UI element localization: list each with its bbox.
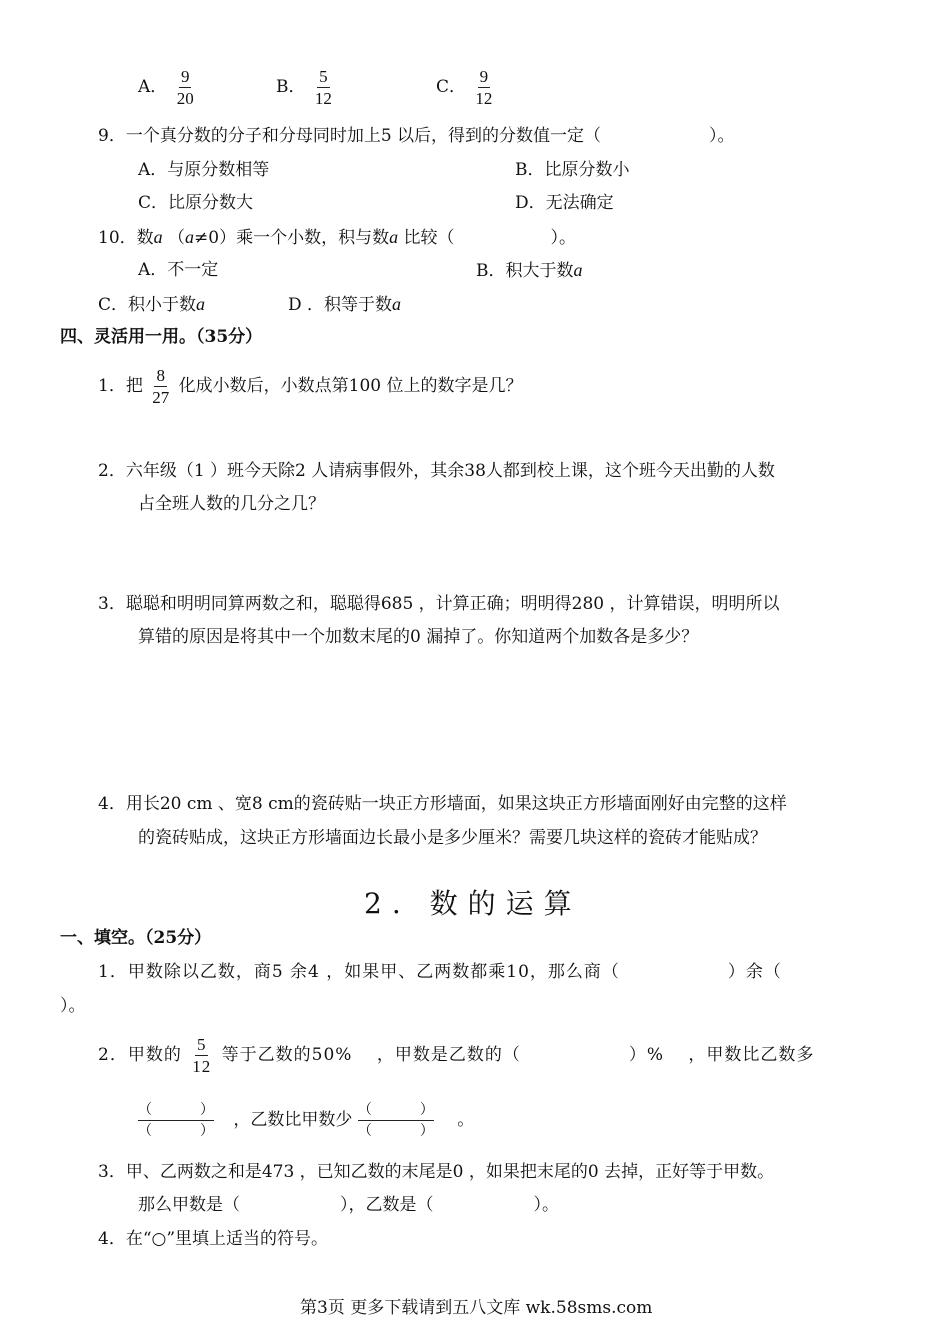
q9-stem [98,124,735,148]
section4-problem-1-prefix: 1．把 [98,376,143,396]
q10-var-a-3: a [389,227,399,247]
q8-option-b-label: B． [276,77,306,97]
fill-problem-2-mid: 等于乙数的50% ，甲数是乙数的（ [221,1045,521,1065]
q10-stem [98,225,576,250]
fill-problem-1-text: 1．甲数除以乙数，商5 余4 ，如果甲、乙两数都乘10，那么商（ [98,962,620,982]
q8-option-a-fraction [175,67,196,108]
fill-problem-2-denominator: 12 [192,1057,212,1076]
section4-problem-4-line-2: 的瓷砖贴成，这块正方形墙面边长最小是多少厘米？需要几块这样的瓷砖才能贴成？ [138,828,767,848]
q8-option-c-denominator: 12 [475,89,493,108]
q10-blank-end: ）。 [550,228,577,248]
q10-option-c-var: a [196,294,206,314]
fill-problem-3-line-2 [138,1193,559,1217]
blank-paren-open: （ [357,1102,372,1118]
blank-paren-close: ） [200,1102,214,1118]
section4-title: 四、灵活用一用。（35分） [60,327,263,347]
q8-option-b-numerator: 5 [319,67,328,86]
fill-problem-2-prefix: 2．甲数的 [98,1045,182,1065]
fill-problem-2-blank-fraction-2 [358,1101,434,1140]
q10-option-c-text: C．积小于数 [98,295,197,315]
section4-problem-2-line-2: 占全班人数的几分之几？ [138,494,325,514]
q8-option-a-label: A． [138,77,168,97]
q9-option-d: D．无法确定 [515,193,614,213]
q10-paren-open: （ [168,228,186,248]
fill-problem-2-line-2-end: 。 [457,1110,475,1130]
q10-option-c [98,292,205,317]
q8-option-b-denominator: 12 [314,89,332,108]
q8-option-a-numerator: 9 [180,67,190,86]
blank-paren-close: ） [419,1123,434,1139]
fill-problem-4: 4．在“○”里填上适当的符号。 [98,1229,329,1249]
q10-var-a: a [153,227,163,247]
fill-problem-3-line-1: 3．甲、乙两数之和是473 ，已知乙数的末尾是0 ，如果把末尾的0 去掉，正好等于甲数。 [98,1162,775,1182]
section4-problem-1-suffix: 化成小数后，小数点第100 位上的数字是几？ [178,376,523,396]
q8-option-c [436,64,496,110]
q10-compare: 比较（ [403,228,455,248]
section4-problem-4-line-1: 4．用长20 cm 、宽8 cm的瓷砖贴一块正方形墙面，如果这块正方形墙面刚好由完整的这样 [98,794,787,814]
q8-option-c-label: C． [436,77,467,97]
fill-problem-1-line-2: ）。 [60,996,86,1016]
q10-option-a: A．不一定 [138,260,219,280]
section4-problem-1 [98,362,523,410]
blank-paren-close: ） [200,1123,214,1139]
fill-problem-2-line-1 [98,1031,814,1079]
q9-stem-text: 9．一个真分数的分子和分母同时加上5 以后，得到的分数值一定（ [98,126,602,146]
q8-option-c-fraction [473,67,494,108]
section4-problem-1-fraction [150,366,171,407]
q9-option-b: B．比原分数小 [515,160,630,180]
q10-option-d [288,292,401,317]
fill-problem-3-part-c: ）。 [533,1195,559,1215]
q8-option-a-denominator: 20 [176,89,194,108]
fill-problem-1-line-1 [98,960,782,984]
fill-problem-2-end: ）% ，甲数比乙数多 [628,1045,815,1065]
chapter-2-section-1-title: 一、填空。（25分） [60,928,212,948]
section4-problem-3-line-2: 算错的原因是将其中一个加数末尾的0 漏掉了。你知道两个加数各是多少？ [138,627,699,647]
section4-problem-1-denominator: 27 [152,388,170,407]
fill-problem-3-part-a: 那么甲数是（ [138,1195,240,1215]
q10-var-a-2: a [185,227,195,247]
fill-problem-2-fraction [190,1035,213,1076]
fill-problem-2-numerator: 5 [196,1035,207,1054]
fill-problem-3-part-b: ），乙数是（ [340,1195,434,1215]
q10-option-d-var: a [392,294,402,314]
fill-problem-2-line-2-mid: ，乙数比甲数少 [233,1110,353,1130]
q10-option-b [476,258,583,283]
blank-paren-close: ） [419,1102,434,1118]
section4-problem-1-numerator: 8 [156,366,165,385]
q10-option-b-var: a [573,260,583,280]
q9-option-a: A．与原分数相等 [138,160,270,180]
q9-option-c: C．比原分数大 [138,193,254,213]
fill-problem-2-line-2 [138,1096,474,1144]
section4-problem-2-line-1: 2．六年级（1 ）班今天除2 人请病事假外，其余38人都到校上课，这个班今天出勤的人数 [98,461,775,481]
q10-option-b-text: B．积大于数 [476,261,574,281]
q8-option-b [276,64,336,110]
fill-problem-1-mid: ）余（ [727,962,782,982]
q8-option-a [138,64,198,110]
q8-option-c-numerator: 9 [479,67,489,86]
q10-num: 10．数 [98,228,154,248]
section4-problem-3-line-1: 3．聪聪和明明同算两数之和，聪聪得685 ，计算正确；明明得280 ，计算错误，明明所以 [98,594,780,614]
q9-blank-end: ）。 [709,126,735,146]
chapter-2-title: 2. 数的运算 [364,887,582,920]
blank-paren-open: （ [357,1123,372,1139]
q10-neq: ≠0）乘一个小数，积与数 [194,228,390,248]
q8-option-b-fraction [313,67,334,108]
blank-paren-open: （ [138,1102,152,1118]
blank-paren-open: （ [138,1123,152,1139]
page-footer: 第3页 更多下载请到五八文库 wk.58sms.com [300,1298,653,1318]
fill-problem-2-blank-fraction-1 [138,1101,214,1140]
q10-option-d-text: D ．积等于数 [288,295,393,315]
